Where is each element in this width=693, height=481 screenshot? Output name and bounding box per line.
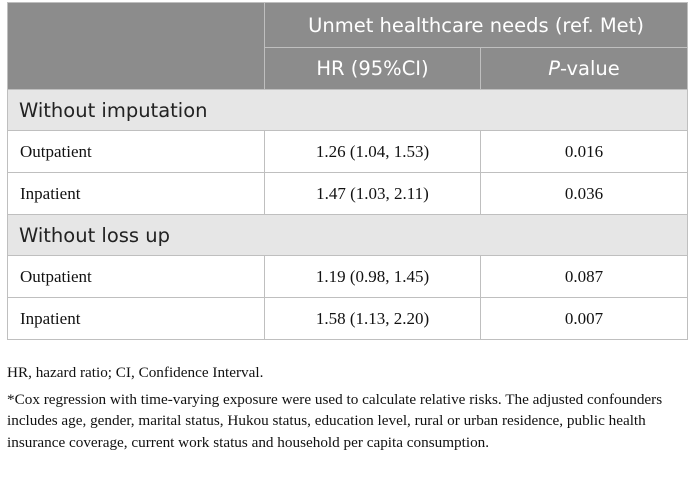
footnote-method: *Cox regression with time-varying exposure were used to calculate relative risks. The adjusted confounders includes age, gender, marital status, Hukou status, education level, rural or urban residence, public health insurance coverage, current work status and household per capita consumption. [7,390,663,451]
header-row-top [8,3,688,48]
header-p-italic: P [548,57,560,80]
table-row [8,173,688,215]
row-p: 0.007 [481,298,688,340]
header-hr: HR (95%CI) [265,48,481,90]
row-hr: 1.47 (1.03, 2.11) [265,173,481,215]
table-footnotes [7,362,687,453]
section-row [8,215,688,256]
row-p: 0.036 [481,173,688,215]
header-corner-cell [8,3,265,90]
table-row [8,131,688,173]
row-name: Inpatient [8,298,265,340]
section-row [8,90,688,131]
row-hr: 1.26 (1.04, 1.53) [265,131,481,173]
table-row [8,256,688,298]
row-hr: 1.19 (0.98, 1.45) [265,256,481,298]
row-name: Outpatient [8,131,265,173]
table-row [8,298,688,340]
row-p: 0.087 [481,256,688,298]
results-table [7,2,688,340]
section-label-imputation: Without imputation [8,90,688,131]
row-hr: 1.58 (1.13, 2.20) [265,298,481,340]
header-p-value [481,48,688,90]
header-group-label: Unmet healthcare needs (ref. Met) [265,3,688,48]
row-name: Inpatient [8,173,265,215]
row-p: 0.016 [481,131,688,173]
row-name: Outpatient [8,256,265,298]
header-p-rest: -value [560,57,620,80]
footnote-abbreviations: HR, hazard ratio; CI, Confidence Interval. [7,364,264,381]
section-label-loss-up: Without loss up [8,215,688,256]
